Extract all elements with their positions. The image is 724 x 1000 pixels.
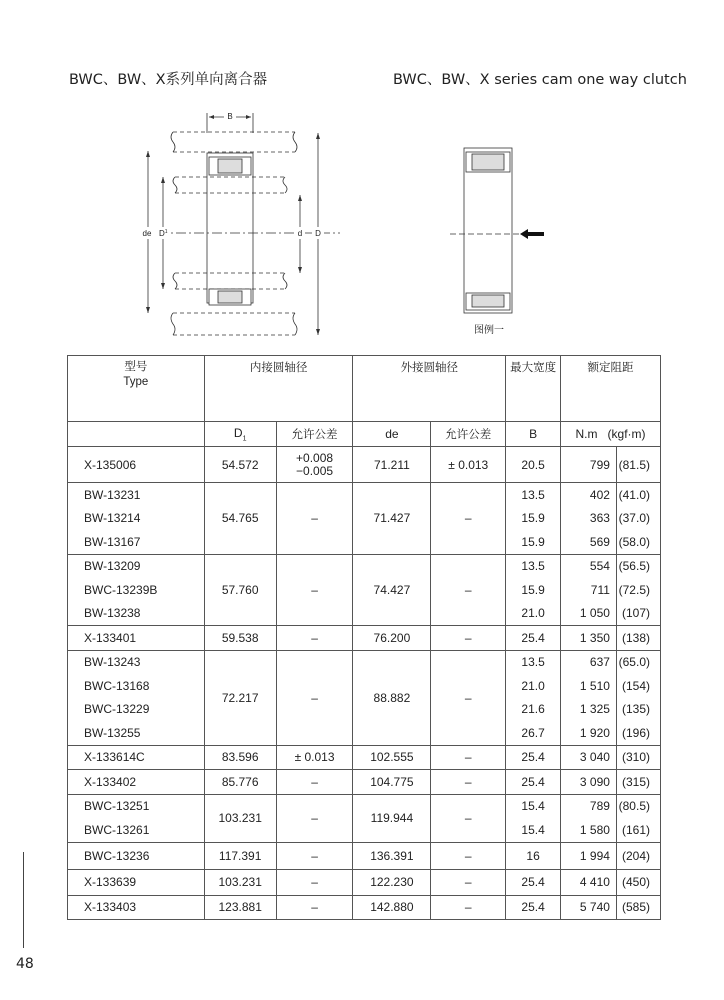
cell-type: BW-13167: [68, 530, 205, 554]
cell-tolerance-outer: ± 0.013: [431, 447, 506, 483]
header-type: 型号 Type: [68, 356, 205, 422]
cell-nm: 637: [561, 650, 617, 674]
cell-b: 26.7: [506, 721, 561, 745]
cell-type: BW-13238: [68, 602, 205, 626]
cell-type: X-133401: [68, 626, 205, 651]
cell-nm: 711: [561, 578, 617, 602]
cell-nm: 569: [561, 530, 617, 554]
cell-type: BWC-13236: [68, 842, 205, 869]
cell-kgfm: (80.5): [616, 794, 660, 818]
cell-type: BW-13231: [68, 483, 205, 507]
cell-b: 13.5: [506, 554, 561, 578]
cell-de: 119.944: [353, 794, 431, 842]
cell-de: 122.230: [353, 869, 431, 895]
header-de: de: [353, 422, 431, 447]
cell-de: 136.391: [353, 842, 431, 869]
table-row: [68, 842, 661, 869]
cell-tolerance-outer: –: [431, 794, 506, 842]
cell-nm: 3 040: [561, 745, 617, 770]
cell-d1: 54.572: [204, 447, 276, 483]
cell-b: 13.5: [506, 650, 561, 674]
cell-kgfm: (81.5): [616, 447, 660, 483]
cell-de: 76.200: [353, 626, 431, 651]
header-d1: $D_1$: [204, 422, 276, 447]
cell-b: 25.4: [506, 745, 561, 770]
cell-b: 21.6: [506, 698, 561, 722]
cell-kgfm: (450): [616, 869, 660, 895]
cell-b: 16: [506, 842, 561, 869]
dim-label-b: B: [227, 112, 233, 121]
header-outer-diameter: 外接圆轴径: [353, 356, 506, 422]
cell-type: X-133639: [68, 869, 205, 895]
cell-tolerance-outer: –: [431, 895, 506, 920]
cell-de: 74.427: [353, 554, 431, 626]
page-number: 48: [16, 956, 34, 972]
cell-type: X-133614C: [68, 745, 205, 770]
header-type-spacer: [68, 422, 205, 447]
dim-label-de: de: [142, 229, 152, 238]
cell-nm: 1 350: [561, 626, 617, 651]
cell-tolerance-inner: –: [276, 650, 353, 745]
clutch-cross-section-diagram: [135, 105, 345, 345]
cell-kgfm: (41.0): [616, 483, 660, 507]
cell-tolerance-inner: –: [276, 483, 353, 555]
cell-tolerance-inner: +0.008 −0.005: [276, 447, 353, 483]
cell-d1: 117.391: [204, 842, 276, 869]
cell-tolerance-outer: –: [431, 626, 506, 651]
dim-label-d: d: [297, 229, 303, 238]
cell-nm: 1 920: [561, 721, 617, 745]
table-row: [68, 554, 661, 578]
dim-label-D: D: [315, 229, 321, 238]
table-row: [68, 650, 661, 674]
header-b: B: [506, 422, 561, 447]
cell-tolerance-inner: –: [276, 842, 353, 869]
cell-kgfm: (135): [616, 698, 660, 722]
cell-kgfm: (107): [616, 602, 660, 626]
cell-tolerance-inner: –: [276, 794, 353, 842]
header-units: N.m (kgf·m): [561, 422, 661, 447]
cell-d1: 57.760: [204, 554, 276, 626]
cell-tolerance-inner: –: [276, 770, 353, 795]
table-row: [68, 895, 661, 920]
header-row-secondary: [68, 422, 661, 447]
cell-b: 21.0: [506, 602, 561, 626]
cell-kgfm: (585): [616, 895, 660, 920]
cell-type: BWC-13261: [68, 818, 205, 842]
cell-b: 15.4: [506, 818, 561, 842]
clutch-side-view-diagram: [450, 140, 550, 340]
cell-type: BWC-13229: [68, 698, 205, 722]
header-rated-torque: 额定阻距: [561, 356, 661, 422]
table-row: [68, 770, 661, 795]
cell-nm: 363: [561, 507, 617, 531]
table-row: [68, 447, 661, 483]
cell-nm: 789: [561, 794, 617, 818]
cell-kgfm: (58.0): [616, 530, 660, 554]
cell-tolerance-inner: ± 0.013: [276, 745, 353, 770]
cell-type: BWC-13168: [68, 674, 205, 698]
table-row: [68, 869, 661, 895]
cell-de: 142.880: [353, 895, 431, 920]
cell-de: 88.882: [353, 650, 431, 745]
header-tolerance-inner: 允许公差: [276, 422, 353, 447]
cell-kgfm: (161): [616, 818, 660, 842]
cell-kgfm: (65.0): [616, 650, 660, 674]
cell-kgfm: (196): [616, 721, 660, 745]
cell-nm: 1 510: [561, 674, 617, 698]
cell-d1: 103.231: [204, 794, 276, 842]
cell-b: 15.9: [506, 530, 561, 554]
header-row-primary: [68, 356, 661, 422]
cell-type: X-133402: [68, 770, 205, 795]
cell-kgfm: (56.5): [616, 554, 660, 578]
cell-nm: 1 580: [561, 818, 617, 842]
cell-tolerance-outer: –: [431, 650, 506, 745]
cell-kgfm: (204): [616, 842, 660, 869]
cell-tolerance-outer: –: [431, 554, 506, 626]
table-row: [68, 745, 661, 770]
cell-tolerance-outer: –: [431, 745, 506, 770]
cell-b: 25.4: [506, 869, 561, 895]
cell-nm: 554: [561, 554, 617, 578]
cell-nm: 402: [561, 483, 617, 507]
cell-d1: 103.231: [204, 869, 276, 895]
table-row: [68, 483, 661, 507]
cell-tolerance-outer: –: [431, 770, 506, 795]
page-margin-rule: [23, 852, 24, 948]
cell-nm: 5 740: [561, 895, 617, 920]
cell-type: BW-13214: [68, 507, 205, 531]
cell-tolerance-outer: –: [431, 842, 506, 869]
cell-b: 25.4: [506, 895, 561, 920]
cell-kgfm: (138): [616, 626, 660, 651]
header-tolerance-outer: 允许公差: [431, 422, 506, 447]
cell-de: 104.775: [353, 770, 431, 795]
cell-de: 102.555: [353, 745, 431, 770]
cell-d1: 72.217: [204, 650, 276, 745]
cell-tolerance-inner: –: [276, 895, 353, 920]
cell-tolerance-inner: –: [276, 554, 353, 626]
cell-type: BWC-13239B: [68, 578, 205, 602]
cell-b: 25.4: [506, 770, 561, 795]
cell-b: 13.5: [506, 483, 561, 507]
clutch-spec-table: [67, 355, 661, 920]
cell-d1: 123.881: [204, 895, 276, 920]
cell-kgfm: (72.5): [616, 578, 660, 602]
title-chinese: BWC、BW、X系列单向离合器: [69, 72, 268, 88]
cell-nm: 1 994: [561, 842, 617, 869]
cell-kgfm: (315): [616, 770, 660, 795]
cell-tolerance-inner: –: [276, 626, 353, 651]
cell-de: 71.211: [353, 447, 431, 483]
cell-b: 15.4: [506, 794, 561, 818]
cell-type: BW-13243: [68, 650, 205, 674]
cell-type: X-133403: [68, 895, 205, 920]
header-inner-diameter: 内接圆轴径: [204, 356, 353, 422]
cell-b: 21.0: [506, 674, 561, 698]
table-row: [68, 794, 661, 818]
rotation-direction-arrow-icon: [520, 229, 544, 239]
cell-kgfm: (154): [616, 674, 660, 698]
cell-type: BW-13255: [68, 721, 205, 745]
cell-nm: 799: [561, 447, 617, 483]
cell-nm: 3 090: [561, 770, 617, 795]
cell-d1: 59.538: [204, 626, 276, 651]
cell-nm: 1 050: [561, 602, 617, 626]
cell-tolerance-outer: –: [431, 869, 506, 895]
cell-b: 25.4: [506, 626, 561, 651]
cell-kgfm: (37.0): [616, 507, 660, 531]
cell-tolerance-inner: –: [276, 869, 353, 895]
cell-b: 20.5: [506, 447, 561, 483]
cell-d1: 85.776: [204, 770, 276, 795]
title-english: BWC、BW、X series cam one way clutch: [393, 72, 687, 88]
cell-nm: 4 410: [561, 869, 617, 895]
cell-b: 15.9: [506, 507, 561, 531]
dim-label-d1: $D^1$: [159, 229, 168, 238]
cell-type: BW-13209: [68, 554, 205, 578]
cell-d1: 54.765: [204, 483, 276, 555]
cell-tolerance-outer: –: [431, 483, 506, 555]
cell-type: X-135006: [68, 447, 205, 483]
figure-label: 图例一: [474, 325, 504, 336]
cell-nm: 1 325: [561, 698, 617, 722]
header-max-width: 最大宽度: [506, 356, 561, 422]
cell-de: 71.427: [353, 483, 431, 555]
table-row: [68, 626, 661, 651]
cell-type: BWC-13251: [68, 794, 205, 818]
cell-d1: 83.596: [204, 745, 276, 770]
cell-kgfm: (310): [616, 745, 660, 770]
cell-b: 15.9: [506, 578, 561, 602]
